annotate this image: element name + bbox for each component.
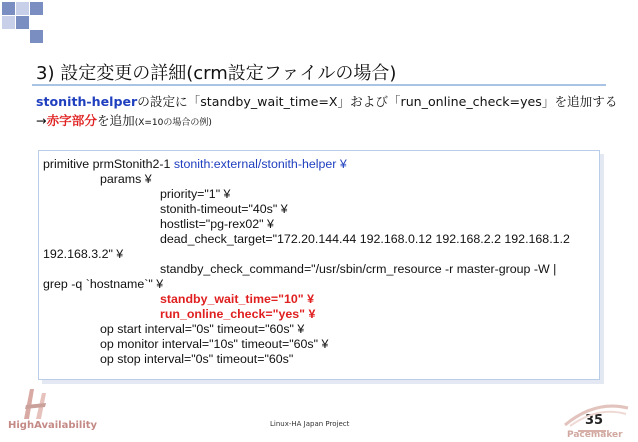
decor-square bbox=[30, 30, 43, 43]
code-line: standby_check_command="/usr/sbin/crm_resource -r master-group -W | bbox=[160, 262, 557, 276]
pacemaker-logo-icon bbox=[560, 400, 630, 430]
add-label: を追加 bbox=[96, 113, 135, 128]
decor-square bbox=[2, 2, 15, 15]
stonith-type: stonith:external/stonith-helper ¥ bbox=[173, 157, 347, 171]
code-line: dead_check_target="172.20.144.44 192.168.0.12 192.168.2.2 192.168.1.2 bbox=[160, 232, 570, 246]
code-line: 192.168.3.2" ¥ bbox=[43, 247, 124, 261]
code-line-added: run_online_check="yes" ¥ bbox=[160, 307, 316, 321]
code-line: op monitor interval="10s" timeout="60s" ¥ bbox=[100, 337, 329, 351]
description-text: の設定に「standby_wait_time=X」および「run_online_check=yes」を追加する bbox=[137, 94, 618, 109]
page-number: 35 bbox=[585, 413, 604, 428]
code-line: grep -q `hostname`" ¥ bbox=[43, 277, 164, 291]
example-note: (X=10の場合の例) bbox=[134, 118, 212, 128]
code-line: op stop interval="0s" timeout="60s" bbox=[100, 352, 294, 366]
ha-logo-icon bbox=[16, 385, 56, 421]
decor-square bbox=[16, 16, 29, 29]
page-title: 3) 設定変更の詳細(crm設定ファイルの場合) bbox=[36, 63, 397, 84]
description-line-2 bbox=[36, 110, 212, 129]
decor-square bbox=[2, 16, 15, 29]
code-line-added: standby_wait_time="10" ¥ bbox=[160, 292, 314, 306]
description-line-1 bbox=[36, 91, 617, 110]
code-line: priority="1" ¥ bbox=[160, 187, 231, 201]
pacemaker-logo: Pacemaker bbox=[567, 430, 623, 440]
code-line: hostlist="pg-rex02" ¥ bbox=[160, 217, 274, 231]
code-line: params ¥ bbox=[100, 172, 152, 186]
decor-square bbox=[16, 2, 29, 15]
code-line bbox=[43, 157, 347, 171]
decor-square bbox=[30, 2, 43, 15]
arrow-glyph: → bbox=[36, 113, 47, 128]
red-part-label: 赤字部分 bbox=[46, 113, 97, 128]
code-line: stonith-timeout="40s" ¥ bbox=[160, 202, 288, 216]
footer-project-name: Linux-HA Japan Project bbox=[270, 420, 350, 428]
code-text: primitive prmStonith2-1 bbox=[43, 157, 174, 171]
code-line: op start interval="0s" timeout="60s" ¥ bbox=[100, 322, 305, 336]
highavailability-logo: HighAvailability bbox=[8, 420, 98, 431]
stonith-helper-highlight: stonith-helper bbox=[36, 94, 138, 109]
title-divider bbox=[32, 84, 606, 86]
